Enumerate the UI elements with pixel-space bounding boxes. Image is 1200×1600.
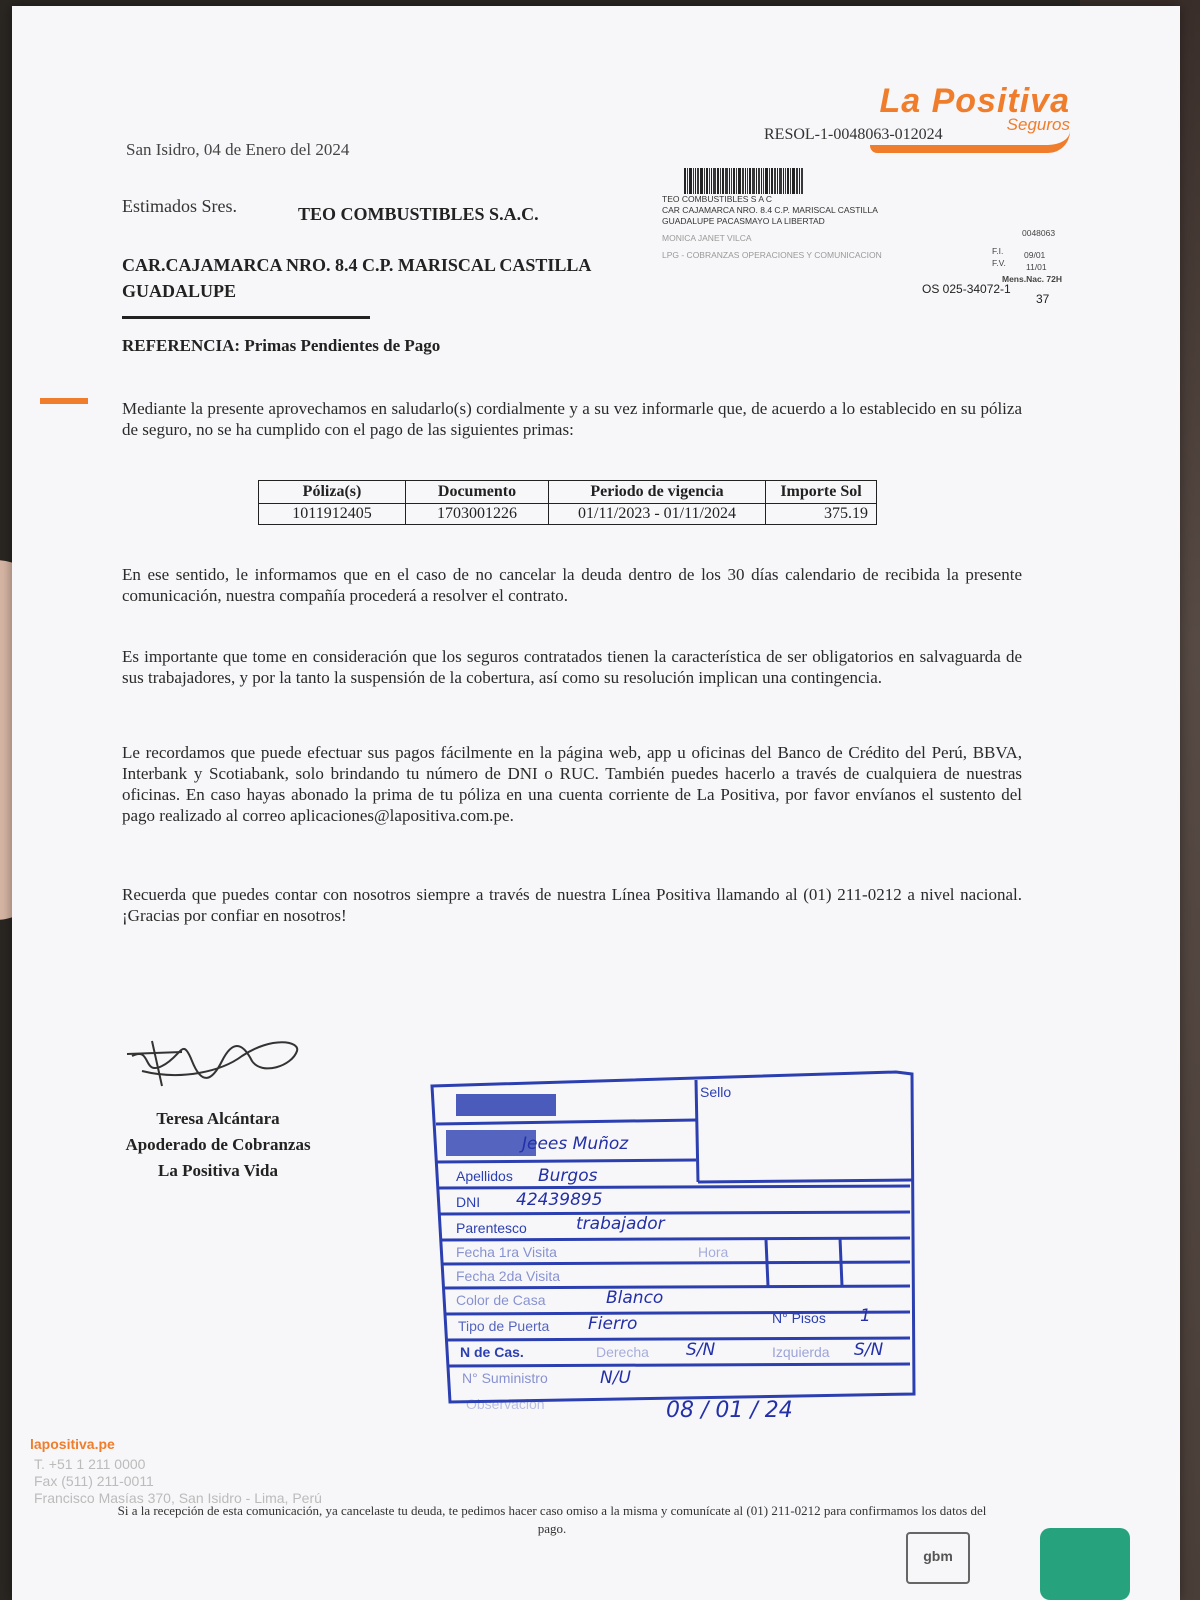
label-fi-label: F.I. bbox=[992, 246, 1004, 256]
barcode-bar bbox=[756, 168, 757, 194]
barcode-bar bbox=[774, 168, 776, 194]
stamp-izquierda-value: S/N bbox=[854, 1340, 884, 1360]
label-code: 0048063 bbox=[1022, 228, 1056, 238]
barcode-bar bbox=[771, 168, 773, 194]
label-line: CAR CAJAMARCA NRO. 8.4 C.P. MARISCAL CASTILLA bbox=[662, 205, 878, 215]
barcode-bar bbox=[713, 168, 716, 194]
barcode-bar bbox=[777, 168, 778, 194]
footer-phone: T. +51 1 211 0000 bbox=[34, 1456, 146, 1472]
barcode-bar bbox=[758, 168, 760, 194]
footer-contact bbox=[34, 1456, 322, 1507]
barcode-bar bbox=[736, 168, 737, 194]
stamp-puerta-label: Tipo de Puerta bbox=[458, 1318, 550, 1334]
barcode-bar bbox=[752, 168, 755, 194]
paragraph-importance: Es importante que tome en consideración que los seguros contratados tienen la característica de ser obligatorios en salvaguarda de sus trabajadores, y por la tanto la suspensión de la cobertura, así como su resolución implican una contingencia. bbox=[122, 647, 1022, 687]
table-header-row bbox=[259, 481, 877, 504]
barcode-bar bbox=[706, 168, 708, 194]
label-line: MONICA JANET VILCA bbox=[662, 233, 752, 243]
stamp-fecha2-label: Fecha 2da Visita bbox=[456, 1268, 561, 1284]
stamp-ncas-label: N de Cas. bbox=[460, 1344, 524, 1360]
stamp-puerta-value: Fierro bbox=[588, 1314, 638, 1334]
handwritten-signature bbox=[122, 1026, 312, 1096]
brand-sub: Seguros bbox=[1006, 115, 1070, 134]
barcode-bar bbox=[769, 168, 770, 194]
barcode-bar bbox=[747, 168, 748, 194]
barcode-bar bbox=[733, 168, 735, 194]
stamp-pisos-value: 1 bbox=[860, 1306, 871, 1326]
stamp-parentesco-label: Parentesco bbox=[456, 1220, 527, 1236]
barcode-bar bbox=[693, 168, 694, 194]
barcode-bar bbox=[761, 168, 762, 194]
barcode-bar bbox=[738, 168, 741, 194]
table-header: Importe Sol bbox=[766, 481, 877, 504]
table-cell-document: 1703001226 bbox=[406, 504, 549, 525]
label-line: TEO COMBUSTIBLES S A C bbox=[662, 194, 773, 204]
table-row bbox=[259, 504, 877, 525]
barcode-bar bbox=[785, 168, 786, 194]
barcode-bar bbox=[709, 168, 710, 194]
stamp-apellidos-label: Apellidos bbox=[456, 1168, 513, 1184]
accent-dash bbox=[40, 398, 88, 404]
label-fv: 11/01 bbox=[1026, 262, 1047, 272]
stamp-obs-label: Observación bbox=[466, 1396, 545, 1412]
address-line: GUADALUPE bbox=[122, 281, 237, 301]
stamp-apellidos-value: Burgos bbox=[538, 1166, 598, 1186]
stamp-suministro-label: N° Suministro bbox=[462, 1370, 548, 1386]
barcode-bar bbox=[687, 168, 688, 194]
premiums-table bbox=[258, 480, 877, 525]
barcode-bar bbox=[704, 168, 705, 194]
stamp-derecha-value: S/N bbox=[686, 1340, 716, 1360]
barcode-bar bbox=[742, 168, 744, 194]
signatory-role: Apoderado de Cobranzas bbox=[125, 1135, 311, 1154]
stamp-hora-label: Hora bbox=[698, 1244, 729, 1260]
barcode-bar bbox=[700, 168, 703, 194]
label-line: GUADALUPE PACASMAYO LA LIBERTAD bbox=[662, 216, 825, 226]
stamp-sello-label: Sello bbox=[700, 1084, 732, 1100]
greeting: Estimados Sres. bbox=[122, 196, 237, 216]
stamp-color-label: Color de Casa bbox=[456, 1292, 546, 1308]
recipient-address bbox=[122, 252, 591, 304]
barcode-bar bbox=[796, 168, 798, 194]
signatory-company: La Positiva Vida bbox=[158, 1161, 278, 1180]
label-line: LPG - COBRANZAS OPERACIONES Y COMUNICACION bbox=[662, 250, 882, 260]
footer-note: Si a la recepción de esta comunicación, ya cancelaste tu deuda, te pedimos hacer caso omiso a la misma y comunícate al (01) 211-0212 para confirmamos los datos del pago. bbox=[117, 1503, 987, 1536]
stamp-derecha-label: Derecha bbox=[596, 1344, 649, 1360]
barcode-bar bbox=[725, 168, 728, 194]
stamp-izquierda-label: Izquierda bbox=[772, 1344, 830, 1360]
recipient-company: TEO COMBUSTIBLES S.A.C. bbox=[298, 204, 539, 224]
stamp-name-value: Jeees Muñoz bbox=[522, 1134, 629, 1154]
resolution-number: RESOL-1-0048063-012024 bbox=[764, 126, 943, 143]
reference-text: Primas Pendientes de Pago bbox=[244, 336, 441, 355]
barcode-bar bbox=[792, 168, 795, 194]
footer-address: Francisco Masías 370, San Isidro - Lima, Perú bbox=[34, 1490, 322, 1506]
barcode-bar bbox=[722, 168, 724, 194]
stamp-fecha1-label: Fecha 1ra Visita bbox=[456, 1244, 557, 1260]
table-cell-period: 01/11/2023 - 01/11/2024 bbox=[549, 504, 766, 525]
barcode-bar bbox=[787, 168, 789, 194]
reference-line bbox=[122, 336, 440, 356]
barcode-bar bbox=[695, 168, 696, 194]
barcode-bar bbox=[799, 168, 800, 194]
paragraph-notice: En ese sentido, le informamos que en el caso de no cancelar la deuda dentro de los 30 días calendario de recibida la presente comunicación, nuestra compañía procederá a resolver el contrato. bbox=[122, 565, 1022, 605]
signatory-name: Teresa Alcántara bbox=[156, 1109, 280, 1128]
label-mens: Mens.Nac. 72H bbox=[1002, 274, 1062, 284]
barcode-bar bbox=[720, 168, 721, 194]
stamp-color-value: Blanco bbox=[606, 1288, 664, 1308]
stamp-dni-value: 42439895 bbox=[516, 1190, 603, 1210]
stamp-dni-label: DNI bbox=[456, 1194, 481, 1210]
gbm-seal: gbm bbox=[906, 1532, 970, 1584]
divider bbox=[122, 316, 370, 319]
mailing-label bbox=[662, 194, 1062, 306]
stamp-suministro-value: N/U bbox=[600, 1368, 631, 1388]
barcode-bar bbox=[697, 168, 699, 194]
table-header: Póliza(s) bbox=[259, 481, 406, 504]
paragraph-payment: Le recordamos que puede efectuar sus pagos fácilmente en la página web, app u oficinas del Banco de Crédito del Perú, BBVA, Interbank y Scotiabank, solo brindando tu número de DNI o RUC. También puedes hacerlo a través de cualquiera de nuestras oficinas. En caso hayas abonado la prima de tu póliza en una cuenta corriente de La Positiva, por favor envíanos el sustento del pago realizado al correo aplicaciones@lapositiva.com.pe. bbox=[122, 743, 1022, 825]
barcode-bar bbox=[749, 168, 751, 194]
barcode-bar bbox=[717, 168, 719, 194]
footer-fax: Fax (511) 211-0011 bbox=[34, 1473, 154, 1489]
reference-label: REFERENCIA: bbox=[122, 336, 241, 355]
barcode bbox=[684, 168, 904, 194]
address-line: CAR.CAJAMARCA NRO. 8.4 C.P. MARISCAL CASTILLA bbox=[122, 255, 592, 275]
barcode-bar bbox=[783, 168, 784, 194]
barcode-bar bbox=[684, 168, 686, 194]
paragraph-intro: Mediante la presente aprovechamos en saludarlo(s) cordialmente y a su vez informarle que, de acuerdo a lo establecido en su póliza de seguro, no se ha cumplido con el pago de las siguientes primas: bbox=[122, 399, 1022, 439]
letter-date: San Isidro, 04 de Enero del 2024 bbox=[126, 140, 350, 159]
barcode-bar bbox=[731, 168, 732, 194]
delivery-stamp bbox=[426, 1064, 932, 1434]
stamp-date-value: 08 / 01 / 24 bbox=[666, 1398, 793, 1423]
table-cell-policy: 1011912405 bbox=[259, 504, 406, 525]
table-header: Documento bbox=[406, 481, 549, 504]
barcode-bar bbox=[790, 168, 791, 194]
barcode-bar bbox=[745, 168, 746, 194]
label-fv-label: F.V. bbox=[992, 258, 1006, 268]
label-os: OS 025-34072-1 bbox=[922, 282, 1011, 296]
label-fi: 09/01 bbox=[1024, 250, 1046, 260]
brand-name: La Positiva bbox=[879, 82, 1070, 120]
stamp-parentesco-value: trabajador bbox=[576, 1214, 665, 1234]
label-os-num: 37 bbox=[1036, 292, 1050, 306]
barcode-bar bbox=[765, 168, 768, 194]
barcode-bar bbox=[801, 168, 803, 194]
stamp-pisos-label: N° Pisos bbox=[772, 1310, 826, 1326]
footer-web: lapositiva.pe bbox=[30, 1436, 115, 1452]
barcode-bar bbox=[729, 168, 730, 194]
barcode-bar bbox=[763, 168, 764, 194]
table-cell-amount: 375.19 bbox=[766, 504, 877, 525]
barcode-bar bbox=[711, 168, 712, 194]
barcode-bar bbox=[779, 168, 782, 194]
paragraph-contact: Recuerda que puedes contar con nosotros siempre a través de nuestra Línea Positiva llamando al (01) 211-0212 a nivel nacional. ¡Gracias por confiar en nosotros! bbox=[122, 885, 1022, 925]
letter-page bbox=[12, 6, 1180, 1600]
signatory bbox=[108, 1106, 328, 1184]
table-header: Periodo de vigencia bbox=[549, 481, 766, 504]
barcode-bar bbox=[689, 168, 692, 194]
green-logo bbox=[1040, 1528, 1130, 1600]
